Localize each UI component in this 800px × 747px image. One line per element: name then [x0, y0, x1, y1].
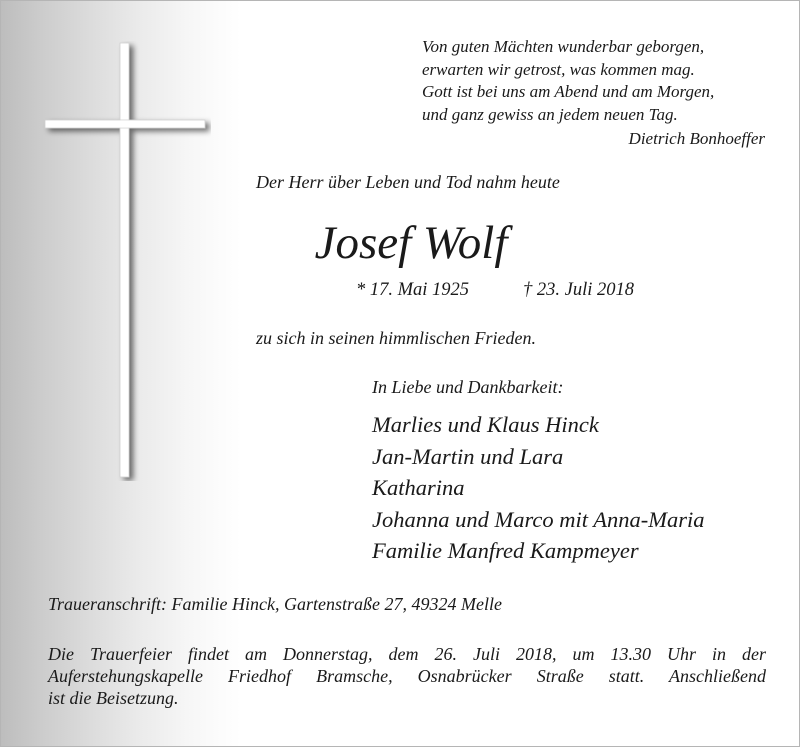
- ceremony-info: [48, 643, 766, 709]
- poem-line: und ganz gewiss an jedem neuen Tag.: [422, 104, 678, 124]
- intro-text: Der Herr über Leben und Tod nahm heute: [256, 172, 560, 192]
- deceased-name: Josef Wolf: [314, 217, 508, 269]
- poem-author: Dietrich Bonhoeffer: [628, 129, 765, 148]
- outro-text: zu sich in seinen himmlischen Frieden.: [256, 328, 536, 348]
- mourner-entry: Marlies und Klaus Hinck: [372, 412, 599, 437]
- ceremony-line: Die Trauerfeier findet am Donnerstag, dem 26. Juli 2018, um 13.30 Uhr in der: [48, 644, 766, 664]
- mourner-entry: Familie Manfred Kampmeyer: [372, 538, 639, 563]
- mourner-entry: Jan-Martin und Lara: [372, 443, 564, 469]
- ceremony-line: ist die Beisetzung.: [48, 688, 179, 708]
- mourner-entry: Katharina: [372, 475, 465, 500]
- ceremony-line: Auferstehungskapelle Friedhof Bramsche, Osnabrücker Straße statt. Anschließend: [48, 666, 766, 686]
- poem-line: Gott ist bei uns am Abend und am Morgen,: [422, 82, 715, 101]
- poem-line: Von guten Mächten wunderbar geborgen,: [422, 37, 705, 56]
- poem: [422, 36, 772, 126]
- mourners-list: [372, 409, 704, 567]
- thanks-heading: In Liebe und Dankbarkeit:: [372, 377, 564, 397]
- birth-date: * 17. Mai 1925: [356, 280, 470, 300]
- death-date: † 23. Juli 2018: [523, 280, 634, 300]
- mourning-address: Traueranschrift: Familie Hinck, Gartenstraße 27, 49324 Melle: [48, 594, 502, 614]
- mourner-entry: Johanna und Marco mit Anna-Maria: [372, 506, 705, 532]
- poem-line: erwarten wir getrost, was kommen mag.: [422, 59, 695, 79]
